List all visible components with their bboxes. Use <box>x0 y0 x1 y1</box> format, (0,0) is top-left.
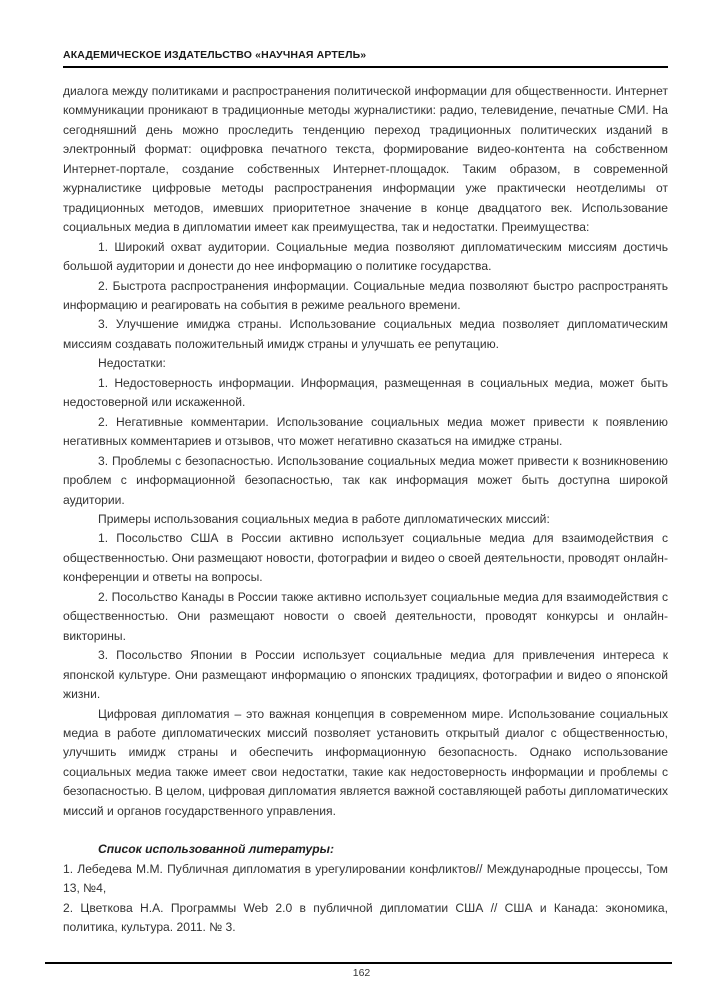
reference-item: 2. Цветкова Н.А. Программы Web 2.0 в публичной дипломатии США // США и Канада: экономика, политика, культура. 2011. № 3. <box>63 900 668 935</box>
document-body <box>63 82 668 937</box>
paragraph-disadvantages-heading: Недостатки: <box>98 356 166 371</box>
paragraph-conclusion: Цифровая дипломатия – это важная концепция в современном мире. Использование социальных медиа в работе дипломатических миссий позволяет установить открытый диалог с общественностью, улучшить имидж страны и обеспечить информационную безопасность. Однако использование социальных медиа также имеет свои недостатки, такие как недостоверность информации и проблемы с безопасностью. В целом, цифровая дипломатия является важной составляющей работы дипломатических миссий и органов государственного управления. <box>63 706 668 818</box>
page-number: 162 <box>352 967 371 979</box>
paragraph-example-2: 2. Посольство Канады в России также активно использует социальные медиа для взаимодействия с общественностью. Они размещают новости о своей деятельности, проводят конкурсы и онлайн-викторины. <box>63 589 668 643</box>
paragraph-intro: диалога между политиками и распространения политической информации для общественности. Интернет коммуникации проникают в традиционные методы журналистики: радио, телевидение, печатные СМИ. На сегодняшний день можно проследить тенденцию переход традиционных политических изданий в электронный формат: оцифровка печатного текста, формирование видео-контента на собственном Интернет-портале, создание собственных Интернет-площадок. Таким образом, в современной журналистике цифровые методы распространения информации уже практически неотделимы от традиционных методов, имевших приоритетное значение в конце двадцатого век. Использование социальных медиа в дипломатии имеет как преимущества, так и недостатки. Преимущества: <box>63 84 668 235</box>
paragraph-disadvantage-1: 1. Недостоверность информации. Информация, размещенная в социальных медиа, может быть недостоверной или искаженной. <box>63 375 668 410</box>
paragraph-example-3: 3. Посольство Японии в России использует социальные медиа для привлечения интереса к японской культуре. Они размещают информацию о японских традициях, фотографии и видео о японской жизни. <box>63 648 668 702</box>
footer-rule <box>45 962 672 964</box>
paragraph-disadvantage-2: 2. Негативные комментарии. Использование социальных медиа может привести к появлению негативных комментариев и отзывов, что может негативно сказаться на имидже страны. <box>63 414 668 449</box>
header-rule <box>63 66 668 68</box>
references-heading: Список использованной литературы: <box>98 842 334 857</box>
paragraph-advantage-1: 1. Широкий охват аудитории. Социальные медиа позволяют дипломатическим миссиям достичь большой аудитории и донести до нее информацию о политике государства. <box>63 239 668 274</box>
paragraph-examples-heading: Примеры использования социальных медиа в работе дипломатических миссий: <box>98 511 550 526</box>
paragraph-advantage-2: 2. Быстрота распространения информации. Социальные медиа позволяют быстро распространять информацию и реагировать на события в режиме реального времени. <box>63 278 668 312</box>
paragraph-example-1: 1. Посольство США в России активно использует социальные медиа для взаимодействия с общественностью. Они размещают новости, фотографии и видео о своей деятельности, проводят онлайн-конференции и ответы на вопросы. <box>63 531 668 585</box>
reference-item: 1. Лебедева М.М. Публичная дипломатия в урегулировании конфликтов// Международные процессы, Том 13, №4, <box>63 861 668 896</box>
paragraph-advantage-3: 3. Улучшение имиджа страны. Использование социальных медиа позволяет дипломатическим миссиям создавать положительный имидж страны и улучшать ее репутацию. <box>63 317 668 351</box>
running-head-text: АКАДЕМИЧЕСКОЕ ИЗДАТЕЛЬСТВО «НАУЧНАЯ АРТЕЛЬ» <box>63 49 367 61</box>
paragraph-disadvantage-3: 3. Проблемы с безопасностью. Использование социальных медиа может привести к возникновению проблем с информационной безопасностью, так как информация может быть доступна широкой аудитории. <box>63 453 668 507</box>
running-head <box>63 48 668 62</box>
